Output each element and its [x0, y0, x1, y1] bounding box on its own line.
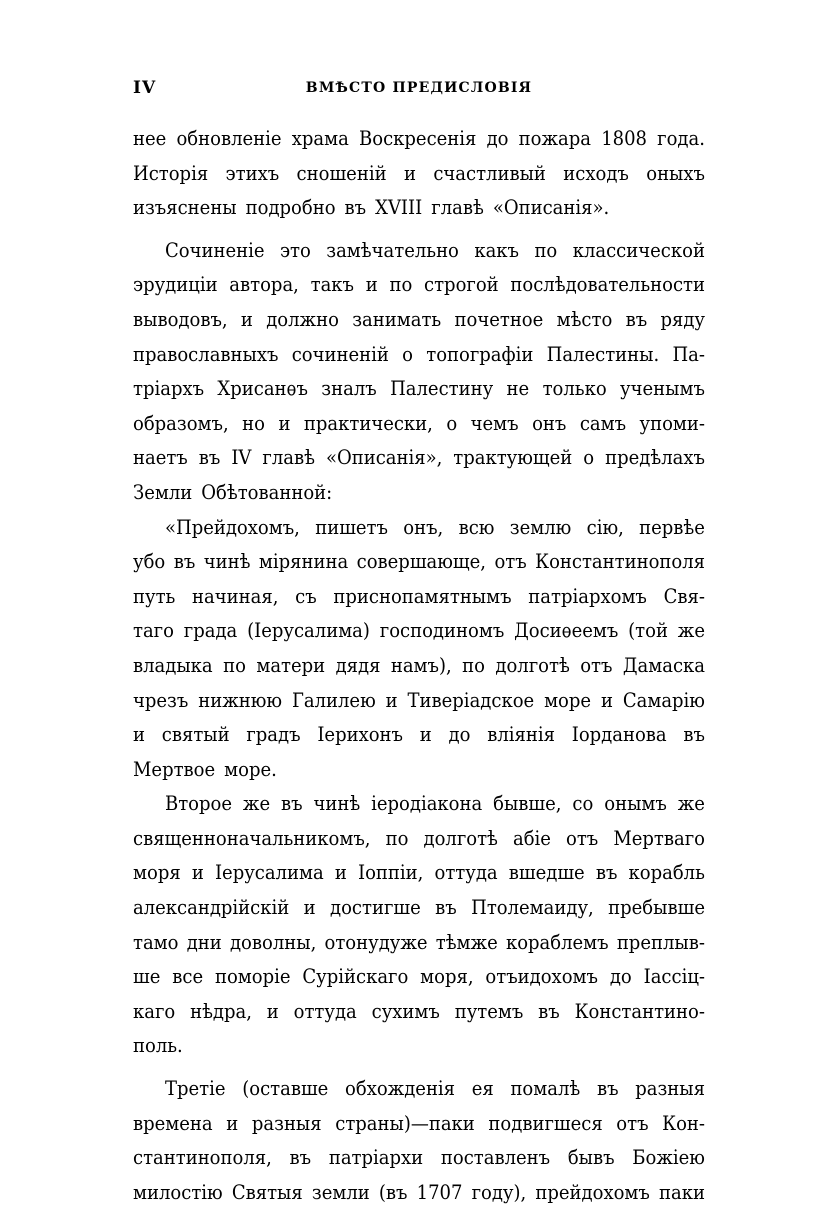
word: бывше,: [493, 791, 562, 816]
word: же: [242, 791, 271, 816]
word: александрійскій: [133, 895, 290, 920]
word: пребывше: [608, 895, 705, 920]
word: оттуда: [293, 998, 357, 1023]
text-line: [133, 190, 705, 225]
text-line: [133, 510, 705, 545]
word: предѣлахъ: [605, 445, 705, 470]
word: (той: [628, 618, 668, 643]
word: православныхъ: [133, 341, 279, 366]
word: «Прейдохомъ,: [165, 514, 300, 539]
word: подробно: [245, 195, 336, 220]
text-line: [133, 371, 705, 406]
word: сію,: [586, 514, 624, 539]
word: ученымъ: [620, 376, 705, 401]
word: Дамаска: [622, 652, 705, 677]
word: все: [172, 964, 204, 989]
word: въ: [596, 1076, 619, 1101]
word: замѣчательно: [326, 237, 459, 262]
word: всю: [458, 514, 495, 539]
word: сочиненій: [291, 341, 389, 366]
word: же: [677, 618, 705, 643]
word: занимать: [352, 306, 442, 331]
word: чинѣ: [313, 791, 361, 816]
word: этихъ: [225, 160, 280, 185]
word: только: [542, 376, 607, 401]
word: (оставше: [242, 1076, 329, 1101]
word: Воскресенія: [359, 126, 477, 150]
word: тріархъ: [133, 376, 205, 401]
text-line: [133, 959, 705, 994]
text-line: [133, 1140, 705, 1175]
word: Божіею: [632, 1145, 705, 1170]
word: Палестину: [390, 376, 494, 401]
word: и: [226, 1110, 239, 1135]
word: обхожденія: [345, 1076, 456, 1101]
word: намъ),: [390, 652, 452, 677]
word: пишетъ: [315, 514, 388, 539]
word: нѣдра,: [190, 998, 252, 1023]
word: зналъ: [321, 376, 377, 401]
word: о: [402, 341, 413, 366]
word: но: [242, 410, 265, 435]
text-line: [133, 855, 705, 890]
text-line: [133, 786, 705, 821]
word: бывъ: [567, 1145, 615, 1170]
word: и: [600, 687, 613, 712]
word: въ: [538, 998, 560, 1023]
word: Святыя: [231, 1179, 303, 1204]
word: «Описанія».: [492, 195, 610, 220]
word: градъ: [246, 722, 301, 747]
text-line: [133, 337, 705, 372]
word: патріархомъ: [528, 583, 647, 608]
word: же: [677, 791, 705, 816]
text-line: [133, 1028, 705, 1063]
text-line: [133, 890, 705, 925]
text-line: [133, 440, 705, 475]
word: храма: [291, 126, 349, 150]
word: почетное: [454, 306, 544, 331]
text-line: [133, 1175, 705, 1209]
word: автора,: [229, 272, 299, 297]
word: преплыв-: [616, 929, 705, 954]
word: отъ: [494, 549, 527, 574]
text-line: [133, 613, 705, 648]
word: начиная,: [192, 583, 279, 608]
word: разныя: [251, 1110, 322, 1135]
word: въ: [595, 860, 618, 885]
text-line: [133, 1071, 705, 1106]
word: и: [419, 722, 432, 747]
text-line: [133, 267, 705, 302]
word: (Іерусалима): [247, 618, 370, 643]
word: чрезъ: [133, 687, 189, 712]
word: обновленіе: [176, 126, 282, 150]
word: и: [191, 860, 204, 885]
word: мірянина: [258, 549, 349, 574]
word: послѣдовательности: [510, 272, 705, 297]
word: до: [448, 722, 471, 747]
word: помалѣ: [510, 1076, 581, 1101]
word: это: [279, 237, 311, 262]
text-line: [133, 1106, 705, 1141]
word: нее: [133, 126, 167, 150]
word: Кон-: [662, 1110, 705, 1135]
word: путь: [133, 583, 176, 608]
word: убо: [133, 549, 166, 574]
word: паки: [659, 1179, 705, 1204]
word: въ: [683, 722, 705, 747]
text-line: [133, 821, 705, 856]
word: таго: [133, 618, 174, 643]
text-line: [133, 752, 705, 787]
word: землю: [509, 514, 572, 539]
word: Мертваго: [613, 825, 705, 850]
word: времена: [133, 1110, 213, 1135]
word: Третіе: [165, 1076, 226, 1101]
word: отъ: [616, 1110, 649, 1135]
word: тѣмже: [435, 929, 498, 954]
word: Мертвое: [133, 756, 216, 781]
word: вшедше: [508, 860, 585, 885]
word: о: [446, 410, 458, 435]
word: Досиѳеемъ: [514, 618, 619, 643]
word: Тиверіадское: [407, 687, 535, 712]
word: ше: [133, 964, 161, 989]
word: въ: [198, 445, 221, 470]
word: наетъ: [133, 445, 188, 470]
word: сухимъ: [371, 998, 440, 1023]
word: счастливый: [433, 160, 546, 185]
word: исходъ: [563, 160, 629, 185]
word: (въ: [378, 1179, 408, 1204]
word: отъидохомъ: [485, 964, 598, 989]
word: IV: [231, 445, 252, 470]
word: и: [303, 895, 316, 920]
word: какъ: [474, 237, 519, 262]
word: Іорданова: [571, 722, 667, 747]
text-line: [133, 994, 705, 1029]
running-head: [133, 78, 705, 102]
word: образомъ,: [133, 410, 229, 435]
word: упоми-: [639, 410, 705, 435]
word: патріархи: [328, 1145, 424, 1170]
word: вліянія: [487, 722, 555, 747]
text-line: [133, 475, 705, 510]
word: трактующей: [453, 445, 573, 470]
word: Палестины.: [546, 341, 660, 366]
word: Константинополя: [535, 549, 705, 574]
word: море: [544, 687, 592, 712]
word: чемъ: [470, 410, 519, 435]
word: онъ,: [403, 514, 444, 539]
word: по: [385, 825, 409, 850]
word: отонудуже: [324, 929, 428, 954]
word: море.: [224, 756, 277, 781]
word: мѣсто: [556, 306, 613, 331]
word: топографіи: [426, 341, 534, 366]
word: по: [462, 652, 485, 677]
word: въ: [281, 791, 303, 816]
word: поморіе: [214, 964, 291, 989]
word: и: [385, 687, 398, 712]
word: оттуда: [434, 860, 498, 885]
word: поль.: [133, 1033, 183, 1058]
word: Сочиненіе: [165, 237, 265, 262]
word: долготѣ: [423, 825, 498, 850]
word: кораблемъ: [505, 929, 609, 954]
word: Земли: [133, 479, 193, 504]
text-line: [133, 121, 705, 156]
word: Второе: [165, 791, 232, 816]
word: и: [278, 410, 291, 435]
word: въ: [435, 895, 457, 920]
word: подвигшеся: [488, 1110, 603, 1135]
word: Іерихонъ: [317, 722, 403, 747]
word: онымъ: [604, 791, 667, 816]
word: главѣ: [431, 195, 484, 220]
text-line: [133, 544, 705, 579]
text-line: [133, 925, 705, 960]
word: не: [506, 376, 530, 401]
word: сношеній: [296, 160, 387, 185]
word: дядя: [335, 652, 381, 677]
word: изъяснены: [133, 195, 237, 220]
word: абіе: [512, 825, 551, 850]
word: достигше: [330, 895, 421, 920]
word: Іассіц-: [643, 964, 705, 989]
word: такъ: [310, 272, 354, 297]
word: Самарію: [622, 687, 705, 712]
word: страны)—паки: [335, 1110, 475, 1135]
word: ея: [471, 1076, 494, 1101]
word: Хрисанѳъ: [217, 376, 308, 401]
word: Іерусалима: [214, 860, 324, 885]
word: должно: [266, 306, 339, 331]
word: въ: [625, 306, 648, 331]
text-line: [133, 406, 705, 441]
word: классической: [572, 237, 705, 262]
word: эрудиціи: [133, 272, 218, 297]
word: іеродіакона: [371, 791, 483, 816]
word: со: [572, 791, 594, 816]
word: господиномъ: [379, 618, 505, 643]
word: ряду: [660, 306, 705, 331]
word: чинѣ: [203, 549, 251, 574]
word: строгой: [424, 272, 499, 297]
word: града: [183, 618, 238, 643]
word: главѣ: [262, 445, 315, 470]
word: земли: [311, 1179, 370, 1204]
word: доволны,: [229, 929, 317, 954]
word: путемъ: [454, 998, 524, 1023]
word: первѣе: [639, 514, 705, 539]
text-line: [133, 302, 705, 337]
word: прейдохомъ: [535, 1179, 650, 1204]
word: Сурійскаго: [302, 964, 409, 989]
word: «Описанія»,: [325, 445, 443, 470]
word: поставленъ: [440, 1145, 551, 1170]
word: Галилею: [291, 687, 376, 712]
word: совершающе,: [356, 549, 487, 574]
word: святый: [161, 722, 230, 747]
word: матери: [256, 652, 326, 677]
word: корабль: [628, 860, 705, 885]
body-text: [133, 121, 705, 1209]
word: Константино-: [574, 998, 705, 1023]
page-number: IV: [133, 78, 157, 98]
word: пожара: [518, 126, 592, 150]
word: приснопамятнымъ: [333, 583, 512, 608]
word: разныя: [635, 1076, 705, 1101]
word: въ: [173, 549, 196, 574]
word: долготѣ: [495, 652, 570, 677]
word: Исторія: [133, 160, 209, 185]
word: съ: [295, 583, 317, 608]
word: отъ: [580, 652, 613, 677]
word: въ: [289, 1145, 312, 1170]
word: и: [266, 998, 279, 1023]
text-line: [133, 717, 705, 752]
word: до: [609, 964, 632, 989]
text-line: [133, 648, 705, 683]
word: онъ: [532, 410, 567, 435]
word: по: [389, 272, 413, 297]
running-title: ВМѢСТО ПРЕДИСЛОВІЯ: [305, 80, 533, 96]
word: каго: [133, 998, 176, 1023]
word: тамо: [133, 929, 179, 954]
text-line: [133, 233, 705, 268]
word: самъ: [579, 410, 627, 435]
word: Па-: [672, 341, 705, 366]
word: и: [403, 160, 416, 185]
word: до: [486, 126, 509, 150]
word: стантинополя,: [133, 1145, 272, 1170]
word: моря: [133, 860, 181, 885]
word: и: [133, 722, 145, 747]
word: году),: [471, 1179, 527, 1204]
word: милостію: [133, 1179, 223, 1204]
word: года.: [657, 126, 705, 150]
word: моря,: [420, 964, 474, 989]
word: нижнюю: [198, 687, 283, 712]
word: практически,: [303, 410, 433, 435]
word: Обѣтованной:: [201, 479, 333, 504]
word: и: [365, 272, 378, 297]
word: и: [240, 306, 253, 331]
word: дни: [186, 929, 222, 954]
word: XVIII: [375, 195, 423, 220]
word: о: [583, 445, 595, 470]
text-line: [133, 156, 705, 191]
word: оныхъ: [646, 160, 705, 185]
word: въ: [344, 195, 367, 220]
word: 1808: [601, 126, 647, 150]
word: и: [334, 860, 347, 885]
word: выводовъ,: [133, 306, 228, 331]
text-line: [133, 683, 705, 718]
word: Птолемаиду,: [471, 895, 594, 920]
word: Свя-: [663, 583, 705, 608]
word: отъ: [566, 825, 599, 850]
word: Іоппіи,: [357, 860, 424, 885]
word: по: [534, 237, 558, 262]
word: владыка: [133, 652, 213, 677]
word: по: [223, 652, 246, 677]
word: священноначальникомъ,: [133, 825, 371, 850]
word: 1707: [416, 1179, 463, 1204]
text-line: [133, 579, 705, 614]
